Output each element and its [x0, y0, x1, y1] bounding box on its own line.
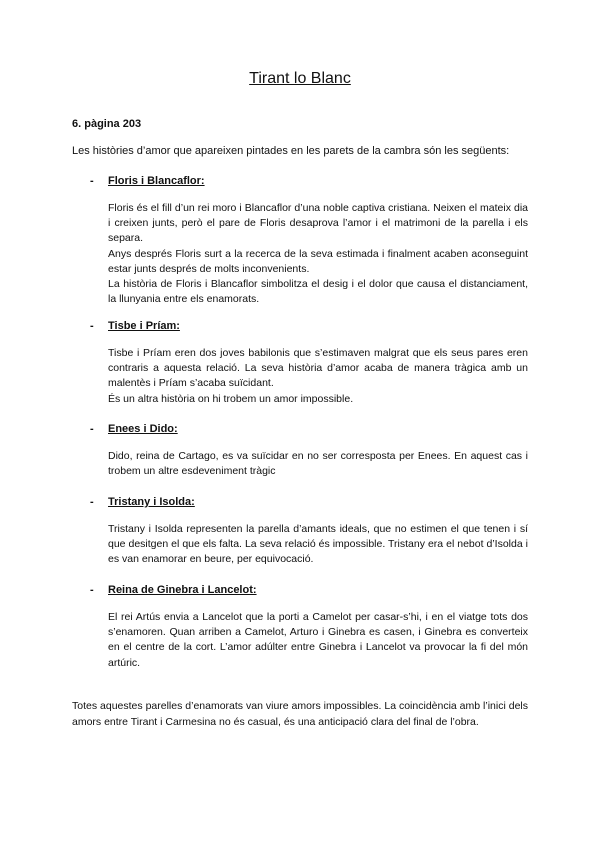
list-dash: - [90, 584, 94, 596]
intro-paragraph: Les històries d’amor que apareixen pintades en les parets de la cambra són les següents: [72, 145, 510, 157]
list-dash: - [90, 175, 94, 187]
story-paragraph: La història de Floris i Blancaflor simbolitza el desig i el dolor que causa el distanciament, la llunyania entre els enamorats. [108, 278, 528, 306]
list-dash: - [90, 320, 94, 332]
story-tisbe [90, 320, 528, 407]
story-title: Enees i Dido: [108, 423, 178, 435]
story-paragraph: Dido, reina de Cartago, es va suïcidar en no ser corresposta per Enees. En aquest cas i trobem un altre esdeveniment tràgic [108, 450, 528, 478]
story-title: Tristany i Isolda: [108, 496, 195, 508]
story-title: Tisbe i Príam: [108, 320, 180, 332]
story-paragraph: Tisbe i Príam eren dos joves babilonis que s’estimaven malgrat que els seus pares eren contraris a aquesta relació. La seva història d’amor acaba de manera tràgica amb un malentès i Príam s’acaba suïcidant. [108, 347, 528, 390]
list-dash: - [90, 496, 94, 508]
story-enees [90, 423, 528, 479]
section-heading: 6. pàgina 203 [72, 118, 142, 130]
story-floris [90, 175, 528, 307]
story-paragraph: Tristany i Isolda representen la parella d’amants ideals, que no estimen el que tenen i sí que desitgen el que els falta. La seva relació és impossible. Tristany era el nebot d’Isolda i es van enamorar en beure, per equivocació. [108, 523, 528, 566]
document-title: Tirant lo Blanc [249, 70, 351, 87]
story-paragraph: És un altra història on hi trobem un amor impossible. [108, 392, 354, 405]
list-dash: - [90, 423, 94, 435]
story-tristany [90, 496, 528, 568]
story-title: Reina de Ginebra i Lancelot: [108, 584, 257, 596]
story-paragraph: Anys després Floris surt a la recerca de la seva estimada i finalment acaben aconseguint estar junts després de molts inconvenients. [108, 247, 528, 275]
story-title: Floris i Blancaflor: [108, 175, 205, 187]
conclusion-paragraph: Totes aquestes parelles d’enamorats van viure amors impossibles. La coincidència amb l’inici dels amors entre Tirant i Carmesina no és casual, és una anticipació clara del final de l’obra. [72, 700, 528, 728]
story-paragraph: El rei Artús envia a Lancelot que la porti a Camelot per casar-s’hi, i en el viatge tots dos s’enamoren. Quan arriben a Camelot, Arturo i Ginebra es casen, i Ginebra es converteix en el centre de la cort. L’amor adúlter entre Ginebra i Lancelot va provocar la fi del món artúric. [108, 611, 528, 669]
story-paragraph: Floris és el fill d’un rei moro i Blancaflor d’una noble captiva cristiana. Neixen el mateix dia i creixen junts, però el pare de Floris desaprova l’amor i el matrimoni de la parella i els separa. [108, 202, 528, 245]
story-ginebra [90, 584, 528, 671]
